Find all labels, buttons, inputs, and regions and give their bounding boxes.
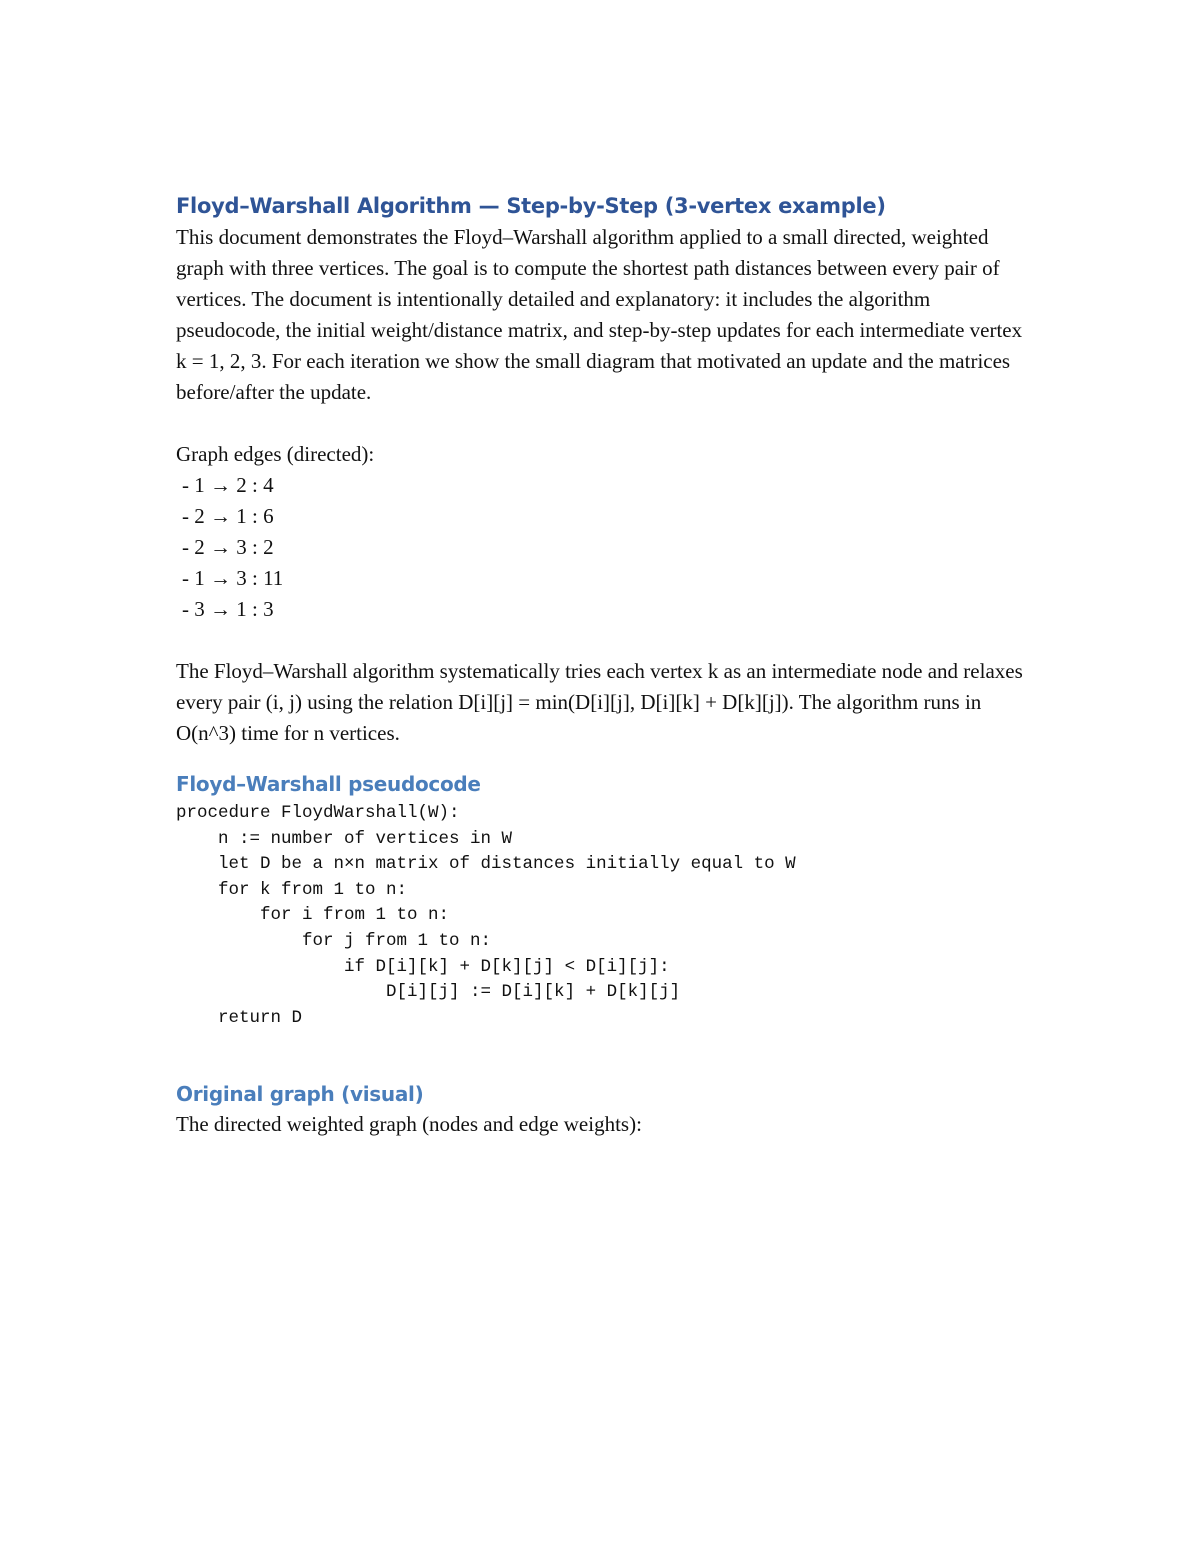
edge-item: - 1 → 3 : 11 <box>182 566 284 590</box>
document-page <box>176 190 1036 1140</box>
edge-item: - 1 → 2 : 4 <box>182 473 274 497</box>
edge-list <box>176 470 1036 625</box>
relaxation-paragraph: The Floyd–Warshall algorithm systematically tries each vertex k as an intermediate node and relaxes every pair (i, j) using the relation D[i][j] = min(D[i][j], D[i][k] + D[k][j]). The algorithm runs in O(n^3) time for n vertices. <box>176 659 1023 745</box>
edges-heading: Graph edges (directed): <box>176 442 375 466</box>
pseudocode-heading: Floyd–Warshall pseudocode <box>176 772 481 796</box>
edge-item: - 2 → 3 : 2 <box>182 535 274 559</box>
document-title: Floyd–Warshall Algorithm — Step-by-Step (3-vertex example) <box>176 194 886 218</box>
pseudocode-block: procedure FloydWarshall(W): n := number of vertices in W let D be a n×n matrix of distances initially equal to W for k from 1 to n: for i from 1 to n: for j from 1 to n: if D[i][k] + D[k][j] < D[i][j]: D[i][j] := D[i][k] + D[k][j] return D <box>176 803 796 1028</box>
edge-item: - 3 → 1 : 3 <box>182 597 274 621</box>
edge-item: - 2 → 1 : 6 <box>182 504 274 528</box>
intro-paragraph: This document demonstrates the Floyd–Warshall algorithm applied to a small directed, weighted graph with three vertices. The goal is to compute the shortest path distances between every pair of vertices. The document is intentionally detailed and explanatory: it includes the algorithm pseudocode, the initial weight/distance matrix, and step-by-step updates for each intermediate vertex k = 1, 2, 3. For each iteration we show the small diagram that motivated an update and the matrices before/after the update. <box>176 225 1023 404</box>
graph-caption: The directed weighted graph (nodes and edge weights): <box>176 1112 642 1137</box>
graph-heading: Original graph (visual) <box>176 1082 424 1107</box>
